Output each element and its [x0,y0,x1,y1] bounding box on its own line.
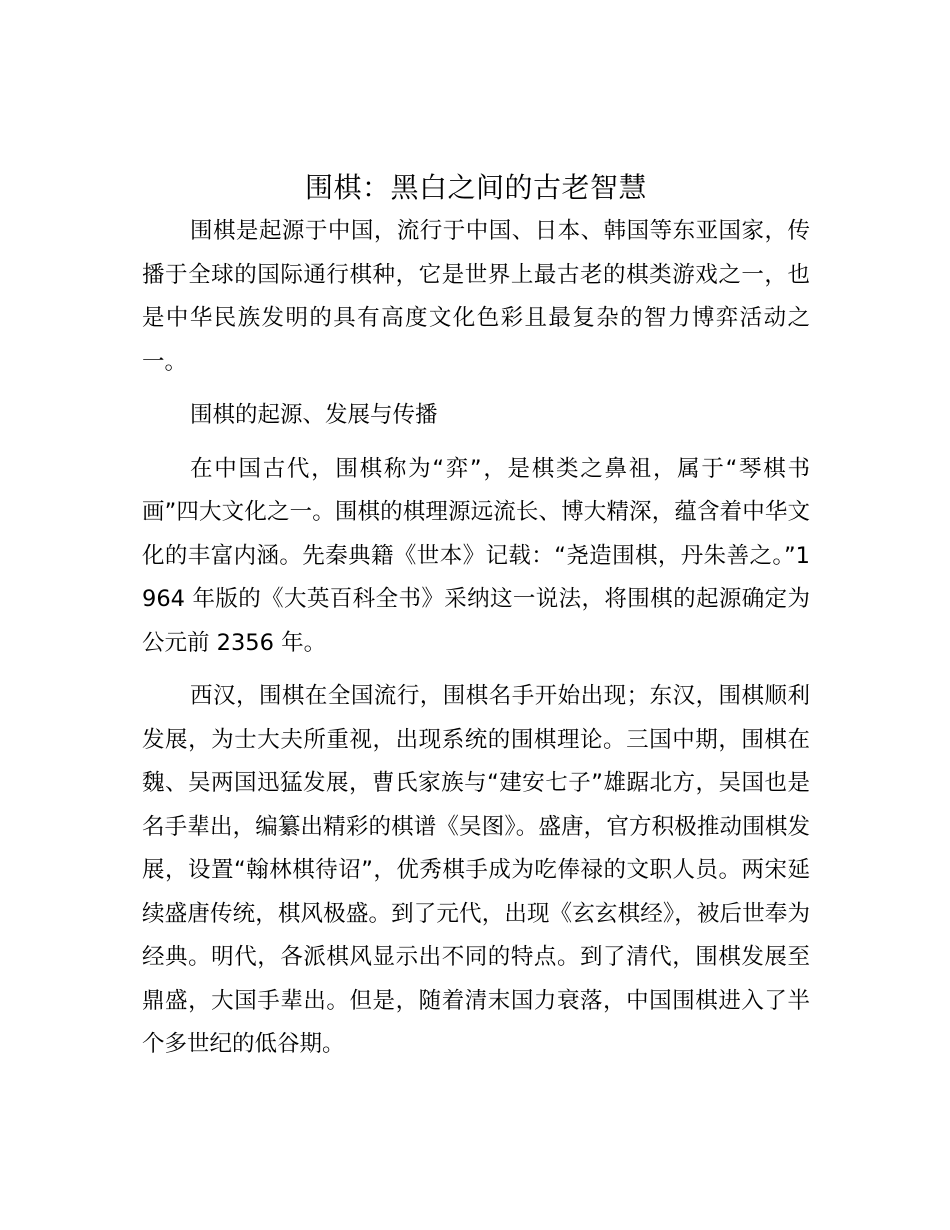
document-title: 围棋：黑白之间的古老智慧 [304,171,647,204]
spacer [142,384,810,394]
section-heading: 围棋的起源、发展与传播 [190,402,438,428]
origin-paragraph: 在中国古代，围棋称为“弈”，是棋类之鼻祖，属于“琴棋书画”四大文化之一。围棋的棋理源远流长、博大精深，蕴含着中华文化的丰富内涵。先秦典籍《世本》记载：“尧造围棋，丹朱善之。”1964 年版的《大英百科全书》采纳这一说法，将围棋的起源确定为公元前 2356 年。 [142,455,810,656]
history-paragraph: 西汉，围棋在全国流行，围棋名手开始出现；东汉，围棋顺利发展，为士大夫所重视，出现系统的围棋理论。三国中期，围棋在魏、吴两国迅猛发展，曹氏家族与“建安七子”雄踞北方，吴国也是名手辈出，编纂出精彩的棋谱《吴图》。盛唐，官方积极推动围棋发展，设置“翰林棋待诏”，优秀棋手成为吃俸禄的文职人员。两宋延续盛唐传统，棋风极盛。到了元代，出现《玄玄棋经》，被后世奉为经典。明代，各派棋风显示出不同的特点。到了清代，围棋发展至鼎盛，大国手辈出。但是，随着清末国力衰落，中国围棋进入了半个多世纪的低谷期。 [142,683,810,1057]
spacer [142,665,810,675]
intro-paragraph: 围棋是起源于中国，流行于中国、日本、韩国等东亚国家，传播于全球的国际通行棋种，它是世界上最古老的棋类游戏之一，也是中华民族发明的具有高度文化色彩且最复杂的智力博弈活动之一。 [142,218,810,375]
spacer [142,438,810,448]
document-page [142,166,810,1067]
